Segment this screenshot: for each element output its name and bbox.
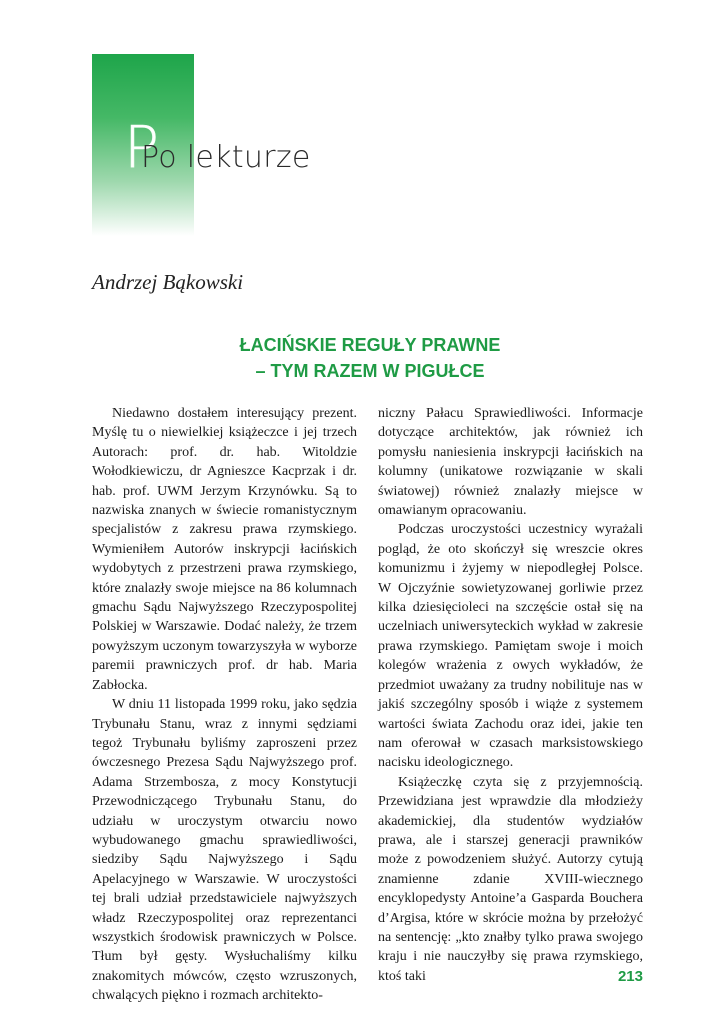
text-column-right [378,404,643,986]
section-header [124,113,311,198]
article-title-line: ŁACIŃSKIE REGUŁY PRAWNE [239,335,501,355]
paragraph: Podczas uroczystości uczestnicy wyrażali pogląd, że oto skończył się wreszcie okres komunizmu i żyjemy w niepodległej Polsce. W Ojczyźnie sowietyzowanej gorliwie przez kilka dziesięcioleci na szczęście ostał się na uczelniach uniwersyteckich wykład w zakresie prawa rzymskiego. Pamiętam swoje i moich kolegów wrażenia z owych wykładów, że przedmiot uważany za trudny nobilituje nas w jakiś szczególny sposób i wiąże z systemem wartości świata Zachodu oraz idei, jakie ten nam oferował w czasach marksistowskiego nacisku ideologicznego. [378,522,643,771]
paragraph: W dniu 11 listopada 1999 roku, jako sędzia Trybunału Stanu, wraz z innymi sędziami tegoż Trybunału byliśmy zaproszeni przez ówczesnego Prezesa Sądu Najwyższego prof. Adama Strzembosza, z mocy Konstytucji Przewodniczącego Trybunału Stanu, do udziału w uroczystym otwarciu nowo wybudowanego gmachu sprawiedliwości, siedziby Sądu Najwyższego i Sądu Apelacyjnego w Warszawie. W uroczystości tej brali udział przedstawiciele najwyższych władz Rzeczypospolitej oraz reprezentanci wszystkich środowisk prawniczych w Polsce. Tłum był gęsty. Wysłuchaliśmy kilku znakomitych mówców, często wzruszonych, chwalących piękno i rozmach architekto- [92,697,357,1004]
article-title-line: – TYM RAZEM W PIGUŁCE [255,361,485,381]
article-title [190,332,550,384]
paragraph: Książeczkę czyta się z przyjemnością. Przewidziana jest wprawdzie dla młodzieży akademickiej, dla studentów wydziałów prawa, ale i starszej generacji prawników może z powodzeniem służyć. Autorzy cytują znamienne zdanie XVIII-wiecznego encyklopedysty Antoine’a Gasparda Bouchera d’Argisa, które w skrócie można by przełożyć na sentencję: „kto znałby tylko prawa swojego kraju i nie nauczyłby się prawa rzymskiego, ktoś taki [378,774,643,984]
page-number: 213 [617,968,643,985]
author-name: Andrzej Bąkowski [92,270,244,294]
section-title: Po lekturze [140,140,311,175]
text-column-left [92,404,357,1006]
paragraph-continuation: niczny Pałacu Sprawiedliwości. Informacje dotyczące architektów, jak również ich pomysłu naniesienia inskrypcji łacińskich na kolumny (unikatowe rozwiązanie w skali światowej) również znalazły miejsce w omawianym opracowaniu. [378,406,643,519]
paragraph: Niedawno dostałem interesujący prezent. Myślę tu o niewielkiej książeczce i jej trzech Autorach: prof. dr. hab. Witoldzie Wołodkiewiczu, dr Agnieszce Kacprzak i dr. hab. prof. UWM Jerzym Krzynówku. Są to nazwiska znanych w świecie romanistycznym specjalistów z zakresu prawa rzymskiego. Wymieniłem Autorów inskrypcji łacińskich wydobytych z przestrzeni prawa rzymskiego, które znalazły swoje miejsce na 86 kolumnach gmachu Sądu Najwyższego Rzeczypospolitej Polskiej w Warszawie. Dodać należy, że trzem powyższym uczonym towarzyszyła w wyborze paremii prawniczych prof. dr hab. Maria Zabłocka. [92,406,357,693]
section-initial-letter: P [124,113,157,181]
